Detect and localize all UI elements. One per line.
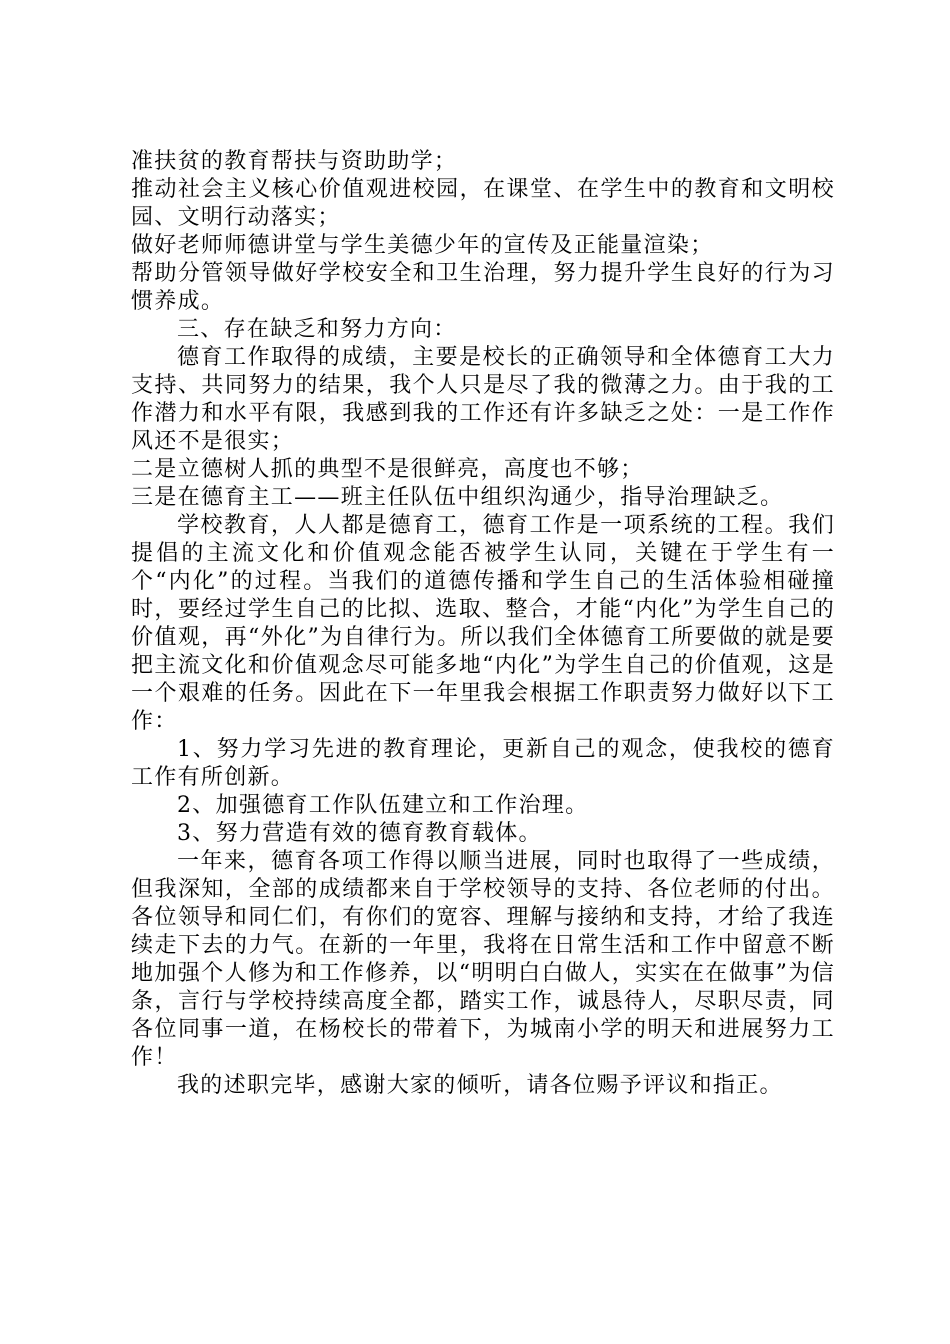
paragraph-8: 三是在德育主工——班主任队伍中组织沟通少，指导治理缺乏。 bbox=[131, 485, 784, 510]
list-item-2: 2、加强德育工作队伍建立和工作治理。 bbox=[177, 793, 589, 818]
paragraph-1: 准扶贫的教育帮扶与资助助学； bbox=[131, 149, 458, 174]
paragraph-3: 做好老师师德讲堂与学生美德少年的宣传及正能量渲染； bbox=[131, 233, 714, 258]
paragraph-2: 推动社会主义核心价值观进校园，在课堂、在学生中的教育和文明校园、文明行动落实； bbox=[131, 177, 835, 230]
closing-paragraph: 我的述职完毕，感谢大家的倾听，请各位赐予评议和指正。 bbox=[177, 1073, 783, 1098]
paragraph-9: 学校教育，人人都是德育工，德育工作是一项系统的工程。我们提倡的主流文化和价值观念能否被学生认同，关键在于学生有一个“内化”的过程。当我们的道德传播和学生自己的生活体验相碰撞时，要经过学生自己的比拟、选取、整合，才能“内化”为学生自己的价值观，再“外化”为自律行为。所以我们全体德育工所要做的就是要把主流文化和价值观念尽可能多地“内化”为学生自己的价值观，这是一个艰难的任务。因此在下一年里我会根据工作职责努力做好以下工作： bbox=[131, 513, 835, 734]
list-item-1: 1、努力学习先进的教育理论，更新自己的观念，使我校的德育工作有所创新。 bbox=[131, 737, 835, 790]
list-item-3: 3、努力营造有效的德育教育载体。 bbox=[177, 821, 542, 846]
section-heading-3: 三、存在缺乏和努力方向： bbox=[177, 317, 457, 342]
paragraph-4: 帮助分管领导做好学校安全和卫生治理，努力提升学生良好的行为习惯养成。 bbox=[131, 261, 835, 314]
document-body bbox=[131, 148, 835, 1100]
paragraph-7: 二是立德树人抓的典型不是很鲜亮，高度也不够； bbox=[131, 457, 644, 482]
paragraph-13: 一年来，德育各项工作得以顺当进展，同时也取得了一些成绩，但我深知，全部的成绩都来自于学校领导的支持、各位老师的付出。各位领导和同仁们，有你们的宽容、理解与接纳和支持，才给了我连续走下去的力气。在新的一年里，我将在日常生活和工作中留意不断地加强个人修为和工作修养，以“明明白白做人，实实在在做事”为信条，言行与学校持续高度全都，踏实工作，诚恳待人，尽职尽责，同各位同事一道，在杨校长的带着下，为城南小学的明天和进展努力工作！ bbox=[131, 849, 835, 1070]
paragraph-6: 德育工作取得的成绩，主要是校长的正确领导和全体德育工大力支持、共同努力的结果，我个人只是尽了我的微薄之力。由于我的工作潜力和水平有限，我感到我的工作还有许多缺乏之处：一是工作作风还不是很实； bbox=[131, 345, 835, 454]
